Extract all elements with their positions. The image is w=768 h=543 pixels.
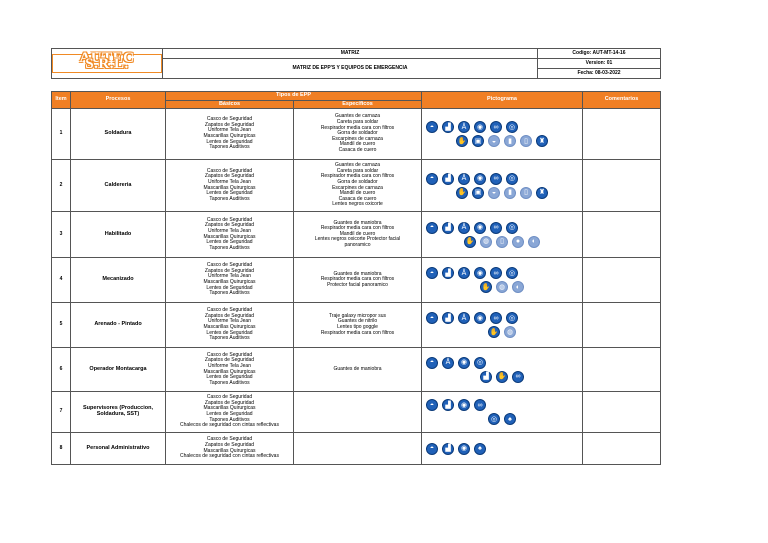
specific-epp-item: Protector facial panoramico <box>327 281 388 288</box>
row-comment <box>583 303 661 348</box>
table-row <box>52 160 661 212</box>
basic-epp-item: Uniforme Tela Jean <box>208 318 251 325</box>
col-basicos: Básicos <box>166 101 294 109</box>
specific-epp-item: Guantes de nitrilo <box>337 318 378 325</box>
helmet-icon: ◓ <box>426 443 438 455</box>
pictogram-row <box>426 312 578 324</box>
pictogram-row <box>426 443 578 455</box>
basic-epp-item: Lentes de Seguridad <box>206 239 253 246</box>
row-item-number: 7 <box>52 392 71 433</box>
row-item-number: 2 <box>52 160 71 212</box>
basic-epp-item: Chalecos de seguridad con cintas reflectivas <box>180 422 279 429</box>
gloves-icon: ✋ <box>456 135 468 147</box>
doc-title-main: MATRIZ DE EPP'S Y EQUIPOS DE EMERGENCIA <box>163 59 538 79</box>
overalls-icon: Å <box>458 222 470 234</box>
col-pictograma: Pictograma <box>422 92 583 109</box>
specific-epp-item: panoramico <box>344 241 371 248</box>
epp-table <box>51 91 661 465</box>
row-specific-epp-list <box>294 433 422 465</box>
apron-icon: ▯ <box>496 236 508 248</box>
earplugs-icon: ◎ <box>506 267 518 279</box>
table-row <box>52 303 661 348</box>
row-item-number: 3 <box>52 212 71 258</box>
row-basic-epp-list <box>166 212 294 258</box>
row-specific-epp-list <box>294 348 422 392</box>
pictogram-row <box>426 173 578 185</box>
row-process-name: Personal Administrativo <box>71 433 166 465</box>
row-pictogram-cell <box>422 392 583 433</box>
helmet-icon: ◓ <box>426 312 438 324</box>
basic-epp-item: Mascarillas Quirurgicas <box>203 279 256 285</box>
company-logo: AUTEC S.R.L. <box>52 54 162 72</box>
specific-epp-item: Lentes negros oxicorte <box>332 201 383 208</box>
row-item-number: 1 <box>52 109 71 160</box>
row-process-name: Habilitado <box>71 212 166 258</box>
row-basic-epp-list <box>166 348 294 392</box>
pictogram-row <box>426 267 578 279</box>
row-comment <box>583 433 661 465</box>
glasses-icon: ∞ <box>474 399 486 411</box>
row-process-name: Caldereria <box>71 160 166 212</box>
basic-epp-item: Mascarillas Quirurgicas <box>203 368 256 375</box>
basic-epp-item: Zapatos de Seguridad <box>204 357 255 364</box>
basic-epp-item: Tapones Auditivos <box>209 290 250 297</box>
gloves-icon: ✋ <box>488 326 500 338</box>
specific-epp-item: Escarpines de carnaza <box>332 135 383 142</box>
row-pictogram-cell <box>422 212 583 258</box>
basic-epp-item: Uniforme Tela Jean <box>208 227 251 234</box>
mask-icon: ◉ <box>474 312 486 324</box>
face-shield-icon: ◐ <box>512 281 524 293</box>
basic-epp-item: Zapatos de Seguridad <box>204 173 255 180</box>
basic-epp-item: Mascarillas Quirurgicas <box>203 324 256 330</box>
basic-epp-item: Casco de Seguridad <box>206 351 253 358</box>
specific-epp-item: Gorra de soldador <box>337 178 378 185</box>
basic-epp-item: Casco de Seguridad <box>206 436 253 443</box>
welding-mask-icon: ▣ <box>472 135 484 147</box>
specific-epp-item: Lentes tipo goggle <box>337 324 378 330</box>
specific-epp-item: Respirador media cara con filtros <box>320 225 395 232</box>
row-pictogram-cell <box>422 303 583 348</box>
basic-epp-item: Tapones Auditivos <box>209 379 250 386</box>
table-row <box>52 212 661 258</box>
specific-epp-item: Mandil de cuero <box>339 190 376 197</box>
apron-icon: ▯ <box>520 187 532 199</box>
basic-epp-item: Mascarillas Quirurgicas <box>203 133 256 139</box>
gaiters-icon: ▮ <box>504 187 516 199</box>
specific-epp-item: Respirador media cara con filtros <box>320 124 395 131</box>
row-process-name: Supervisores (Produccion, Soldadura, SST) <box>71 392 166 433</box>
basic-epp-item: Uniforme Tela Jean <box>208 178 251 185</box>
row-specific-epp-list <box>294 160 422 212</box>
row-basic-epp-list <box>166 258 294 303</box>
doc-code: Codigo: AUT-MT-14-16 <box>538 49 661 59</box>
basic-epp-item: Mascarillas Quirurgicas <box>203 233 256 240</box>
gaiters-icon: ▮ <box>504 135 516 147</box>
row-process-name: Soldadura <box>71 109 166 160</box>
table-row <box>52 348 661 392</box>
row-comment <box>583 212 661 258</box>
row-basic-epp-list <box>166 303 294 348</box>
mask-icon: ◉ <box>458 357 470 369</box>
glasses-icon: ∞ <box>490 267 502 279</box>
glasses-icon: ∞ <box>490 173 502 185</box>
overalls-icon: Å <box>458 121 470 133</box>
glasses-icon: ∞ <box>490 121 502 133</box>
gloves-icon: ✋ <box>496 371 508 383</box>
doc-date: Fecha: 08-03-2022 <box>538 69 661 79</box>
basic-epp-item: Lentes de Seguridad <box>206 374 253 381</box>
vest-icon: ♠ <box>504 413 516 425</box>
basic-epp-item: Lentes de Seguridad <box>206 284 253 291</box>
helmet-icon: ◓ <box>426 222 438 234</box>
basic-epp-item: Zapatos de Seguridad <box>204 267 255 274</box>
boots-icon: ▟ <box>480 371 492 383</box>
boots-icon: ▟ <box>442 312 454 324</box>
mask-icon: ◉ <box>474 173 486 185</box>
table-row <box>52 258 661 303</box>
helmet-icon: ◓ <box>426 121 438 133</box>
pictogram-row <box>426 236 578 248</box>
respirator-icon: ◍ <box>496 281 508 293</box>
pictogram-row <box>426 281 578 293</box>
row-process-name: Mecanizado <box>71 258 166 303</box>
earplugs-icon: ◎ <box>474 357 486 369</box>
vest-icon: ♠ <box>474 443 486 455</box>
helmet-icon: ◓ <box>426 357 438 369</box>
row-pictogram-cell <box>422 109 583 160</box>
glasses-icon: ∞ <box>490 222 502 234</box>
row-specific-epp-list <box>294 109 422 160</box>
overalls-icon: Å <box>458 312 470 324</box>
goggles-icon: ∞ <box>490 312 502 324</box>
pictogram-row <box>426 357 578 369</box>
table-row <box>52 392 661 433</box>
earplugs-icon: ◎ <box>506 121 518 133</box>
basic-epp-item: Tapones Auditivos <box>209 144 250 151</box>
basic-epp-item: Zapatos de Seguridad <box>204 121 255 128</box>
table-row <box>52 109 661 160</box>
specific-epp-item: Guantes de maniobra <box>333 270 382 277</box>
company-logo-cell <box>52 49 163 79</box>
row-basic-epp-list <box>166 433 294 465</box>
cap-icon: ◒ <box>488 135 500 147</box>
helmet-icon: ◓ <box>426 399 438 411</box>
specific-epp-item: Guantes de maniobra <box>333 365 382 372</box>
row-pictogram-cell <box>422 160 583 212</box>
overalls-icon: Å <box>458 267 470 279</box>
jacket-icon: ♜ <box>536 187 548 199</box>
specific-epp-item: Traje galaxy micropor sus <box>328 312 387 319</box>
row-specific-epp-list <box>294 392 422 433</box>
respirator-icon: ◍ <box>504 326 516 338</box>
basic-epp-item: Zapatos de Seguridad <box>204 441 255 448</box>
col-tipos: Tipos de EPP <box>166 92 422 101</box>
row-item-number: 4 <box>52 258 71 303</box>
gloves-icon: ✋ <box>480 281 492 293</box>
specific-epp-item: Mandil de cuero <box>339 141 376 148</box>
basic-epp-item: Chalecos de seguridad con cintas reflectivas <box>180 453 279 460</box>
basic-epp-item: Casco de Seguridad <box>206 307 253 314</box>
helmet-icon: ◓ <box>426 173 438 185</box>
basic-epp-item: Uniforme Tela Jean <box>208 273 251 280</box>
doc-version: Version: 01 <box>538 59 661 69</box>
cap-icon: ◒ <box>488 187 500 199</box>
col-especificos: Específicos <box>294 101 422 109</box>
pictogram-row <box>426 413 578 425</box>
basic-epp-item: Zapatos de Seguridad <box>204 399 255 406</box>
row-basic-epp-list <box>166 160 294 212</box>
overalls-icon: Å <box>458 173 470 185</box>
basic-epp-item: Zapatos de Seguridad <box>204 312 255 319</box>
basic-epp-item: Tapones Auditivos <box>209 195 250 202</box>
specific-epp-item: Careta para soldar <box>336 167 379 174</box>
basic-epp-item: Tapones Auditivos <box>209 335 250 342</box>
jacket-icon: ♜ <box>536 135 548 147</box>
face-shield-icon: ◐ <box>528 236 540 248</box>
basic-epp-item: Lentes de Seguridad <box>206 411 253 417</box>
pictogram-row <box>426 326 578 338</box>
boots-icon: ▟ <box>442 121 454 133</box>
basic-epp-item: Mascarillas Quirurgicas <box>203 447 256 454</box>
specific-epp-item: Gorra de soldador <box>337 130 378 137</box>
specific-epp-item: Casaca de cuero <box>338 195 377 202</box>
document-header <box>51 48 661 79</box>
row-pictogram-cell <box>422 258 583 303</box>
mask-icon: ◉ <box>458 399 470 411</box>
pictogram-row <box>426 187 578 199</box>
overalls-icon: Å <box>442 357 454 369</box>
specific-epp-item: Guantes de maniobra <box>333 219 382 226</box>
row-comment <box>583 392 661 433</box>
row-comment <box>583 109 661 160</box>
table-row <box>52 433 661 465</box>
basic-epp-item: Casco de Seguridad <box>206 167 253 174</box>
pictogram-row <box>426 135 578 147</box>
row-basic-epp-list <box>166 109 294 160</box>
row-basic-epp-list <box>166 392 294 433</box>
row-item-number: 6 <box>52 348 71 392</box>
specific-epp-item: Lentes negros oxicorte Protector facial <box>314 236 401 243</box>
basic-epp-item: Mascarillas Quirurgicas <box>203 184 256 191</box>
helmet-icon: ◓ <box>426 267 438 279</box>
specific-epp-item: Casaca de cuero <box>338 146 377 153</box>
specific-epp-item: Respirador media cara con filtros <box>320 276 395 283</box>
earplugs-icon: ◎ <box>488 413 500 425</box>
respirator-icon: ◍ <box>480 236 492 248</box>
pictogram-row <box>426 222 578 234</box>
gloves-icon: ✋ <box>456 187 468 199</box>
basic-epp-item: Casco de Seguridad <box>206 262 253 269</box>
mask-icon: ◉ <box>474 222 486 234</box>
epp-matrix-sheet <box>51 48 660 465</box>
col-item: Item <box>52 92 71 109</box>
mask-icon: ◉ <box>474 121 486 133</box>
pictogram-row <box>426 121 578 133</box>
mask-icon: ◉ <box>474 267 486 279</box>
basic-epp-item: Lentes de Seguridad <box>206 138 253 145</box>
boots-icon: ▟ <box>442 173 454 185</box>
row-specific-epp-list <box>294 303 422 348</box>
boots-icon: ▟ <box>442 399 454 411</box>
col-procesos: Procesos <box>71 92 166 109</box>
basic-epp-item: Zapatos de Seguridad <box>204 222 255 229</box>
basic-epp-item: Uniforme Tela Jean <box>208 127 251 134</box>
specific-epp-item: Guantes de carnaza <box>334 113 381 120</box>
row-pictogram-cell <box>422 348 583 392</box>
specific-epp-item: Escarpines de carnaza <box>332 184 383 191</box>
basic-epp-item: Casco de Seguridad <box>206 216 253 223</box>
pictogram-row <box>426 371 578 383</box>
specific-epp-item: Respirador media cara con filtros <box>320 173 395 180</box>
specific-epp-item: Mandil de cuero <box>339 230 376 237</box>
boots-icon: ▟ <box>442 267 454 279</box>
basic-epp-item: Casco de Seguridad <box>206 116 253 123</box>
row-process-name: Operador Montacarga <box>71 348 166 392</box>
earplugs-icon: ◎ <box>506 312 518 324</box>
mask-icon: ◉ <box>458 443 470 455</box>
earplugs-icon: ◎ <box>506 173 518 185</box>
basic-epp-item: Tapones Auditivos <box>209 416 250 423</box>
row-pictogram-cell <box>422 433 583 465</box>
row-comment <box>583 348 661 392</box>
basic-epp-item: Tapones Auditivos <box>209 244 250 251</box>
row-comment <box>583 258 661 303</box>
row-item-number: 8 <box>52 433 71 465</box>
basic-epp-item: Casco de Seguridad <box>206 394 253 401</box>
gloves-icon: ✋ <box>464 236 476 248</box>
dark-glasses-icon: ● <box>512 236 524 248</box>
row-comment <box>583 160 661 212</box>
row-process-name: Arenado - Pintado <box>71 303 166 348</box>
boots-icon: ▟ <box>442 443 454 455</box>
col-comentarios: Comentarios <box>583 92 661 109</box>
pictogram-row <box>426 399 578 411</box>
basic-epp-item: Lentes de Seguridad <box>206 329 253 336</box>
boots-icon: ▟ <box>442 222 454 234</box>
specific-epp-item: Respirador media cara con filtros <box>320 329 395 336</box>
specific-epp-item: Careta para soldar <box>336 119 379 126</box>
basic-epp-item: Mascarillas Quirurgicas <box>203 405 256 412</box>
basic-epp-item: Uniforme Tela Jean <box>208 362 251 369</box>
basic-epp-item: Lentes de Seguridad <box>206 190 253 197</box>
welding-mask-icon: ▣ <box>472 187 484 199</box>
glasses-icon: ∞ <box>512 371 524 383</box>
row-item-number: 5 <box>52 303 71 348</box>
row-specific-epp-list <box>294 212 422 258</box>
specific-epp-item: Guantes de carnaza <box>334 162 381 169</box>
doc-title-top: MATRIZ <box>163 49 538 59</box>
row-specific-epp-list <box>294 258 422 303</box>
apron-icon: ▯ <box>520 135 532 147</box>
earplugs-icon: ◎ <box>506 222 518 234</box>
